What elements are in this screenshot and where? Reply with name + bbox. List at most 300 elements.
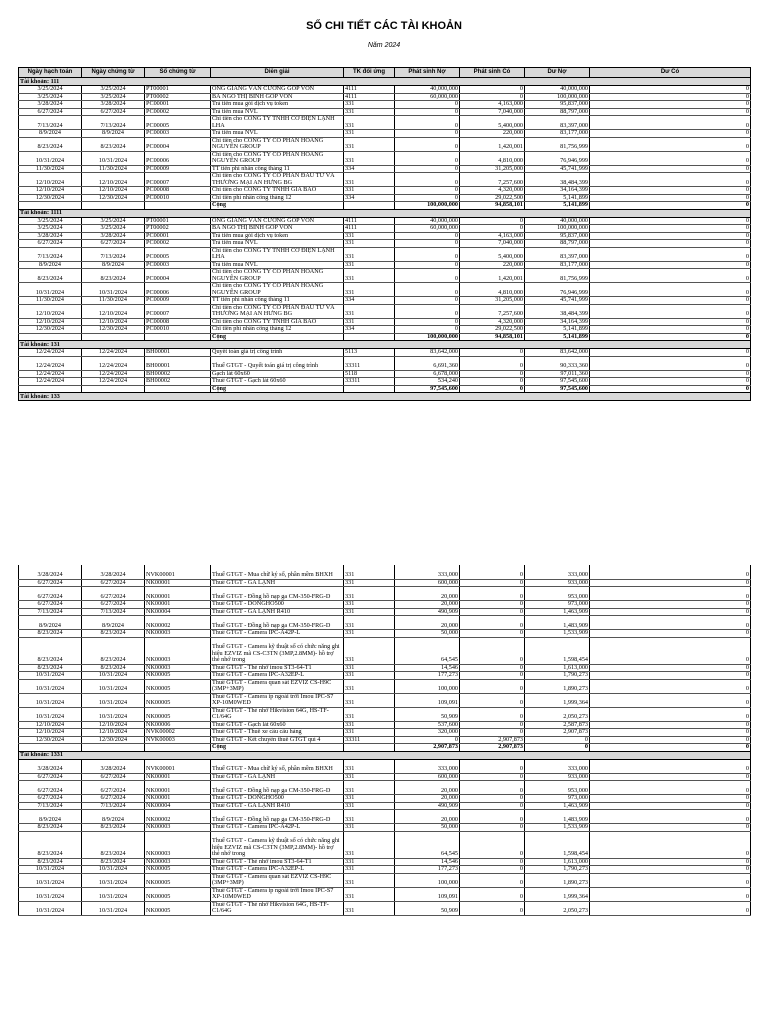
table-cell: 45,741,999 xyxy=(525,165,590,173)
table-cell: 12/24/2024 xyxy=(19,370,82,378)
table-cell: 1,533,909 xyxy=(525,630,590,638)
table-cell: 12/24/2024 xyxy=(82,370,145,378)
table-cell: Thuế GTGT - Camera IPC-A32EP-L xyxy=(211,866,344,874)
table-cell: 331 xyxy=(344,901,395,915)
table-cell xyxy=(145,202,211,210)
table-cell: 10/31/2024 xyxy=(19,866,82,874)
table-cell: 2,050,273 xyxy=(525,707,590,721)
account-label: Tài khoản: 131 xyxy=(19,341,751,349)
table-cell: 331 xyxy=(344,810,395,824)
table-row xyxy=(19,137,751,151)
table-cell: 12/10/2024 xyxy=(82,318,145,326)
table-cell: 64,545 xyxy=(395,637,460,664)
table-cell: 12/30/2024 xyxy=(82,194,145,202)
table-cell: 331 xyxy=(344,137,395,151)
table-row xyxy=(19,901,751,915)
table-cell: 8/9/2024 xyxy=(82,130,145,138)
table-cell: PC00003 xyxy=(145,261,211,269)
table-cell: 8/23/2024 xyxy=(82,137,145,151)
table-cell: 6/27/2024 xyxy=(19,601,82,609)
table-cell: 1,483,909 xyxy=(525,810,590,824)
table-row xyxy=(19,616,751,630)
table-cell: 12/10/2024 xyxy=(82,304,145,318)
table-cell: 6/27/2024 xyxy=(19,773,82,781)
table-cell: 0 xyxy=(460,86,525,94)
table-cell: 6/27/2024 xyxy=(19,108,82,116)
account-group-row xyxy=(19,341,751,349)
table-cell: PC00001 xyxy=(145,101,211,109)
table-cell: 0 xyxy=(590,165,751,173)
table-cell: Thuế GTGT - Thẻ nhớ imou ST3-64-T1 xyxy=(211,664,344,672)
table-cell: 100,000,000 xyxy=(395,333,460,341)
table-cell: 7/13/2024 xyxy=(82,802,145,810)
table-cell: 7/13/2024 xyxy=(19,247,82,261)
table-cell: 490,909 xyxy=(395,802,460,810)
table-cell: 8/9/2024 xyxy=(19,810,82,824)
table-cell: 0 xyxy=(525,744,590,752)
table-cell: 10/31/2024 xyxy=(19,679,82,693)
table-cell: 331 xyxy=(344,232,395,240)
table-cell: 60,000,000 xyxy=(395,225,460,233)
table-cell: 331 xyxy=(344,579,395,587)
table-cell: 38,484,399 xyxy=(525,173,590,187)
table-cell: 0 xyxy=(590,173,751,187)
table-cell: 0 xyxy=(590,283,751,297)
table-cell: 0 xyxy=(395,297,460,305)
table-cell: 0 xyxy=(590,304,751,318)
table-cell: 83,177,000 xyxy=(525,130,590,138)
table-cell: Thuế GTGT - Mua chữ ký số, phần mềm BHXH xyxy=(211,565,344,579)
table-cell: 12/10/2024 xyxy=(19,721,82,729)
table-cell: Thuế GTGT - Mua chữ ký số, phần mềm BHXH xyxy=(211,759,344,773)
table-cell: NK00001 xyxy=(145,579,211,587)
table-cell: 331 xyxy=(344,679,395,693)
table-cell: 1,420,001 xyxy=(460,269,525,283)
table-cell: 12/10/2024 xyxy=(19,318,82,326)
table-cell: Trả tiền mua NVL xyxy=(211,261,344,269)
table-cell: 12/10/2024 xyxy=(19,304,82,318)
table-cell: 0 xyxy=(590,202,751,210)
table-cell: PC00002 xyxy=(145,108,211,116)
table-cell: 0 xyxy=(460,901,525,915)
table-row xyxy=(19,194,751,202)
table-cell: 331 xyxy=(344,781,395,795)
table-cell: NVK00001 xyxy=(145,759,211,773)
table-cell: 12/24/2024 xyxy=(19,356,82,370)
table-cell: 8/23/2024 xyxy=(19,858,82,866)
table-cell: 29,022,500 xyxy=(460,194,525,202)
table-cell: 331 xyxy=(344,802,395,810)
table-cell: 10/31/2024 xyxy=(19,283,82,297)
table-cell: PC00005 xyxy=(145,247,211,261)
table-cell: 8/9/2024 xyxy=(82,616,145,630)
table-cell: PC00004 xyxy=(145,137,211,151)
table-cell: 331 xyxy=(344,873,395,887)
table-cell: 6/27/2024 xyxy=(19,240,82,248)
table-cell: Thuế GTGT - Camera IPC-A42P-L xyxy=(211,630,344,638)
table-cell: 97,011,360 xyxy=(525,370,590,378)
table-cell: 7/13/2024 xyxy=(82,608,145,616)
table-cell: 12/24/2024 xyxy=(82,356,145,370)
table-cell: 10/31/2024 xyxy=(19,151,82,165)
table-row xyxy=(19,151,751,165)
table-cell: 0 xyxy=(460,795,525,803)
table-cell: 600,000 xyxy=(395,579,460,587)
table-cell: 31,205,000 xyxy=(460,297,525,305)
table-cell: 0 xyxy=(590,637,751,664)
table-cell: 11/30/2024 xyxy=(82,297,145,305)
table-cell: 12/10/2024 xyxy=(19,187,82,195)
table-cell: 10/31/2024 xyxy=(82,866,145,874)
table-cell: PC00008 xyxy=(145,318,211,326)
table-cell: Thuế GTGT - Đồng hồ nạp ga CM-350-FRG-D xyxy=(211,587,344,601)
table-cell: 6/27/2024 xyxy=(82,795,145,803)
table-cell: PC00004 xyxy=(145,269,211,283)
table-cell: 0 xyxy=(460,356,525,370)
table-cell xyxy=(82,333,145,341)
total-row xyxy=(19,333,751,341)
table-cell: 12/30/2024 xyxy=(19,736,82,744)
table-cell: 0 xyxy=(590,217,751,225)
table-row xyxy=(19,873,751,887)
table-cell: 331 xyxy=(344,247,395,261)
table-cell: 1,890,273 xyxy=(525,679,590,693)
table-row xyxy=(19,108,751,116)
table-cell: Thuế GTGT - Kết chuyển thuế GTGT quí 4 xyxy=(211,736,344,744)
table-cell: 177,273 xyxy=(395,672,460,680)
table-row xyxy=(19,802,751,810)
table-cell: 331 xyxy=(344,283,395,297)
table-cell: 331 xyxy=(344,637,395,664)
table-cell: 331 xyxy=(344,151,395,165)
table-cell: 3/28/2024 xyxy=(82,101,145,109)
table-cell: 331 xyxy=(344,858,395,866)
table-cell: NK00002 xyxy=(145,810,211,824)
table-cell: 0 xyxy=(460,773,525,781)
table-cell: TT tiền phí nhân công tháng 11 xyxy=(211,165,344,173)
table-row xyxy=(19,608,751,616)
table-row xyxy=(19,773,751,781)
table-cell xyxy=(82,744,145,752)
ledger-table xyxy=(18,67,751,401)
table-cell: 331 xyxy=(344,831,395,858)
table-row xyxy=(19,326,751,334)
table-cell: NK00003 xyxy=(145,831,211,858)
column-header: Dư Có xyxy=(590,68,751,78)
table-cell: 333,000 xyxy=(525,565,590,579)
table-cell: PC00007 xyxy=(145,304,211,318)
table-cell: Thuế GTGT - Camera ip ngoài trời Imou IPC-S7 XP-10M0WED xyxy=(211,887,344,901)
table-cell: 0 xyxy=(590,858,751,866)
table-cell: Cộng xyxy=(211,333,344,341)
table-cell: 331 xyxy=(344,318,395,326)
table-cell: 0 xyxy=(590,579,751,587)
table-cell: Cộng xyxy=(211,744,344,752)
table-cell: 0 xyxy=(460,565,525,579)
table-cell: 0 xyxy=(460,664,525,672)
report-page-2 xyxy=(0,560,768,1024)
table-cell: 331 xyxy=(344,101,395,109)
table-cell: 0 xyxy=(590,225,751,233)
table-row xyxy=(19,261,751,269)
table-cell: 0 xyxy=(395,283,460,297)
table-cell: 1,483,909 xyxy=(525,616,590,630)
table-cell: 0 xyxy=(460,637,525,664)
table-cell: 10/31/2024 xyxy=(82,679,145,693)
table-cell: 0 xyxy=(460,630,525,638)
table-cell: BÀ NGÔ THỊ BÌNH GÓP VỐN xyxy=(211,225,344,233)
table-cell: Chi tiền phí nhân công tháng 12 xyxy=(211,326,344,334)
table-cell: 12/10/2024 xyxy=(19,173,82,187)
table-cell: 334 xyxy=(344,326,395,334)
table-cell: Chi tiền cho CÔNG TY CỔ PHẦN ĐẦU TƯ VÀ THƯƠNG MẠI AN HƯNG BG xyxy=(211,304,344,318)
table-cell: 11/30/2024 xyxy=(82,165,145,173)
table-cell: 331 xyxy=(344,616,395,630)
account-group-row xyxy=(19,751,751,759)
table-cell: Chi tiền phí nhân công tháng 12 xyxy=(211,194,344,202)
table-cell: 3/28/2024 xyxy=(82,759,145,773)
table-cell: 0 xyxy=(590,378,751,386)
column-header: Diễn giải xyxy=(211,68,344,78)
table-row xyxy=(19,283,751,297)
table-row xyxy=(19,601,751,609)
table-cell: 933,000 xyxy=(525,579,590,587)
table-cell: Cộng xyxy=(211,385,344,393)
table-cell: Gạch lát 60x60 xyxy=(211,370,344,378)
table-cell: NK00002 xyxy=(145,616,211,630)
table-cell: PT00001 xyxy=(145,86,211,94)
table-cell: 0 xyxy=(590,318,751,326)
table-cell: 0 xyxy=(460,729,525,737)
table-cell: Chi tiền cho CÔNG TY CỔ PHẦN ĐẦU TƯ VÀ THƯƠNG MẠI AN HƯNG BG xyxy=(211,173,344,187)
table-row xyxy=(19,887,751,901)
table-cell: 20,000 xyxy=(395,795,460,803)
table-cell xyxy=(82,385,145,393)
table-cell: 95,837,000 xyxy=(525,101,590,109)
table-cell: 8/9/2024 xyxy=(82,261,145,269)
table-cell: 50,000 xyxy=(395,824,460,832)
table-cell: 4,320,000 xyxy=(460,318,525,326)
table-cell: 1,598,454 xyxy=(525,637,590,664)
table-cell: 6/27/2024 xyxy=(82,108,145,116)
table-cell: 90,333,360 xyxy=(525,356,590,370)
table-cell: 1,890,273 xyxy=(525,873,590,887)
table-cell: Thuế GTGT - Thuê xe cẩu cầu hàng xyxy=(211,729,344,737)
table-cell: 0 xyxy=(460,679,525,693)
table-cell xyxy=(344,333,395,341)
table-row xyxy=(19,565,751,579)
table-row xyxy=(19,304,751,318)
table-cell: 0 xyxy=(460,873,525,887)
table-cell: 3/25/2024 xyxy=(82,86,145,94)
table-cell: 0 xyxy=(590,601,751,609)
total-row xyxy=(19,385,751,393)
table-cell: 6,691,360 xyxy=(395,356,460,370)
table-cell: 0 xyxy=(590,187,751,195)
table-cell xyxy=(145,744,211,752)
table-cell: 6/27/2024 xyxy=(19,587,82,601)
table-cell: 50,000 xyxy=(395,630,460,638)
table-cell: NK00003 xyxy=(145,824,211,832)
table-cell: 4,320,000 xyxy=(460,187,525,195)
table-row xyxy=(19,831,751,858)
table-cell: 8/23/2024 xyxy=(82,269,145,283)
table-cell: 0 xyxy=(590,616,751,630)
table-cell: Chi tiền cho CÔNG TY TNHH CƠ ĐIỆN LẠNH LHA xyxy=(211,116,344,130)
table-row xyxy=(19,866,751,874)
column-header: Ngày hạch toán xyxy=(19,68,82,78)
table-cell: 973,000 xyxy=(525,795,590,803)
table-cell: 0 xyxy=(590,151,751,165)
table-cell: 0 xyxy=(395,326,460,334)
table-cell: NK00003 xyxy=(145,858,211,866)
table-cell: NK00001 xyxy=(145,601,211,609)
table-cell: 10/31/2024 xyxy=(82,672,145,680)
table-cell: 0 xyxy=(590,356,751,370)
table-cell: 8/9/2024 xyxy=(19,261,82,269)
table-cell: 8/23/2024 xyxy=(82,824,145,832)
table-cell xyxy=(344,385,395,393)
table-cell: 331 xyxy=(344,672,395,680)
table-cell: 12/10/2024 xyxy=(82,173,145,187)
table-cell: Thuế GTGT - GA LẠNH R410 xyxy=(211,802,344,810)
table-cell: 0 xyxy=(590,269,751,283)
table-cell: 10/31/2024 xyxy=(82,693,145,707)
table-cell: 0 xyxy=(590,630,751,638)
table-row xyxy=(19,721,751,729)
table-cell: 1,999,364 xyxy=(525,693,590,707)
table-cell: 331 xyxy=(344,130,395,138)
table-cell: 38,484,399 xyxy=(525,304,590,318)
table-cell: 0 xyxy=(460,616,525,630)
table-cell: 8/23/2024 xyxy=(19,824,82,832)
table-cell: 0 xyxy=(460,802,525,810)
table-cell: 100,000 xyxy=(395,873,460,887)
table-cell: 0 xyxy=(395,187,460,195)
table-cell: 1,999,364 xyxy=(525,887,590,901)
table-cell: 3/25/2024 xyxy=(19,217,82,225)
table-cell: 4111 xyxy=(344,86,395,94)
table-row xyxy=(19,225,751,233)
table-cell: 0 xyxy=(460,93,525,101)
table-cell: 2,907,873 xyxy=(460,744,525,752)
table-cell: 83,177,000 xyxy=(525,261,590,269)
table-cell: 8/23/2024 xyxy=(82,664,145,672)
table-cell: NK00001 xyxy=(145,773,211,781)
table-cell: 0 xyxy=(460,601,525,609)
table-cell: 40,000,000 xyxy=(525,217,590,225)
table-cell: 10/31/2024 xyxy=(19,707,82,721)
table-cell: 333,000 xyxy=(525,759,590,773)
table-cell: 0 xyxy=(395,232,460,240)
table-cell: 6/27/2024 xyxy=(82,781,145,795)
table-cell: BH00001 xyxy=(145,356,211,370)
table-cell: 0 xyxy=(590,887,751,901)
table-cell: 12/10/2024 xyxy=(82,729,145,737)
table-cell: 33311 xyxy=(344,736,395,744)
table-cell: Quyết toán giá trị công trình xyxy=(211,349,344,357)
table-cell: 12/24/2024 xyxy=(19,349,82,357)
table-cell: 100,000,000 xyxy=(395,202,460,210)
table-cell: 331 xyxy=(344,721,395,729)
column-header: Dư Nợ xyxy=(525,68,590,78)
table-cell: 0 xyxy=(395,194,460,202)
table-cell: 4,810,000 xyxy=(460,151,525,165)
table-cell: 973,000 xyxy=(525,601,590,609)
table-cell: 0 xyxy=(460,587,525,601)
table-cell: 0 xyxy=(460,672,525,680)
table-cell: Thuế GTGT - Camera ip ngoài trời Imou IPC-S7 XP-10M0WED xyxy=(211,693,344,707)
table-cell: 334 xyxy=(344,297,395,305)
table-cell: 8/23/2024 xyxy=(19,637,82,664)
table-cell: 0 xyxy=(590,247,751,261)
table-cell: 2,907,873 xyxy=(395,744,460,752)
table-cell: 0 xyxy=(590,672,751,680)
table-row xyxy=(19,795,751,803)
account-group-row xyxy=(19,393,751,401)
table-cell: 2,587,873 xyxy=(525,721,590,729)
table-cell: 0 xyxy=(525,736,590,744)
table-cell: PC00006 xyxy=(145,151,211,165)
table-row xyxy=(19,824,751,832)
table-cell: NK00005 xyxy=(145,873,211,887)
table-cell: 10/31/2024 xyxy=(82,151,145,165)
table-cell: NK00004 xyxy=(145,608,211,616)
table-cell: Thuế GTGT - Camera quan sát EZVIZ CS-H9C (3MP+3MP) xyxy=(211,873,344,887)
table-cell: 0 xyxy=(590,370,751,378)
table-cell: 0 xyxy=(590,108,751,116)
total-row xyxy=(19,744,751,752)
table-cell: 100,000,000 xyxy=(525,225,590,233)
table-cell: 8/23/2024 xyxy=(82,831,145,858)
table-row xyxy=(19,269,751,283)
table-cell: 7,040,000 xyxy=(460,108,525,116)
table-cell: PC00008 xyxy=(145,187,211,195)
table-row xyxy=(19,637,751,664)
table-cell: 5,400,000 xyxy=(460,116,525,130)
table-cell: 0 xyxy=(590,866,751,874)
table-cell: 3/28/2024 xyxy=(19,101,82,109)
table-cell: 331 xyxy=(344,729,395,737)
table-cell xyxy=(344,744,395,752)
table-cell: 331 xyxy=(344,608,395,616)
table-row xyxy=(19,370,751,378)
table-cell: 0 xyxy=(590,385,751,393)
table-cell xyxy=(19,744,82,752)
table-row xyxy=(19,297,751,305)
table-cell: Thuế GTGT - Camera kỹ thuật số có chức năng ghi hiệu EZVIZ mã CS-C3TN (3MP,2.8MM)- hồ trợ thẻ nhớ trong xyxy=(211,637,344,664)
table-cell: 0 xyxy=(590,333,751,341)
table-cell: 3/25/2024 xyxy=(19,93,82,101)
table-cell: 0 xyxy=(590,664,751,672)
table-cell: Thuế GTGT - Thẻ nhớ imou ST3-64-T1 xyxy=(211,858,344,866)
column-header: TK đối ứng xyxy=(344,68,395,78)
table-cell: 331 xyxy=(344,269,395,283)
table-cell: 0 xyxy=(590,810,751,824)
table-cell: 331 xyxy=(344,773,395,781)
table-cell: NK00003 xyxy=(145,664,211,672)
table-cell: 0 xyxy=(590,116,751,130)
table-cell: 10/31/2024 xyxy=(82,901,145,915)
table-cell xyxy=(19,333,82,341)
table-cell: 0 xyxy=(590,261,751,269)
table-cell: 6/27/2024 xyxy=(82,773,145,781)
table-cell: 12/30/2024 xyxy=(19,326,82,334)
table-cell: 0 xyxy=(460,858,525,866)
table-cell: NVK00003 xyxy=(145,736,211,744)
table-cell: NK00001 xyxy=(145,781,211,795)
table-cell: 320,000 xyxy=(395,729,460,737)
